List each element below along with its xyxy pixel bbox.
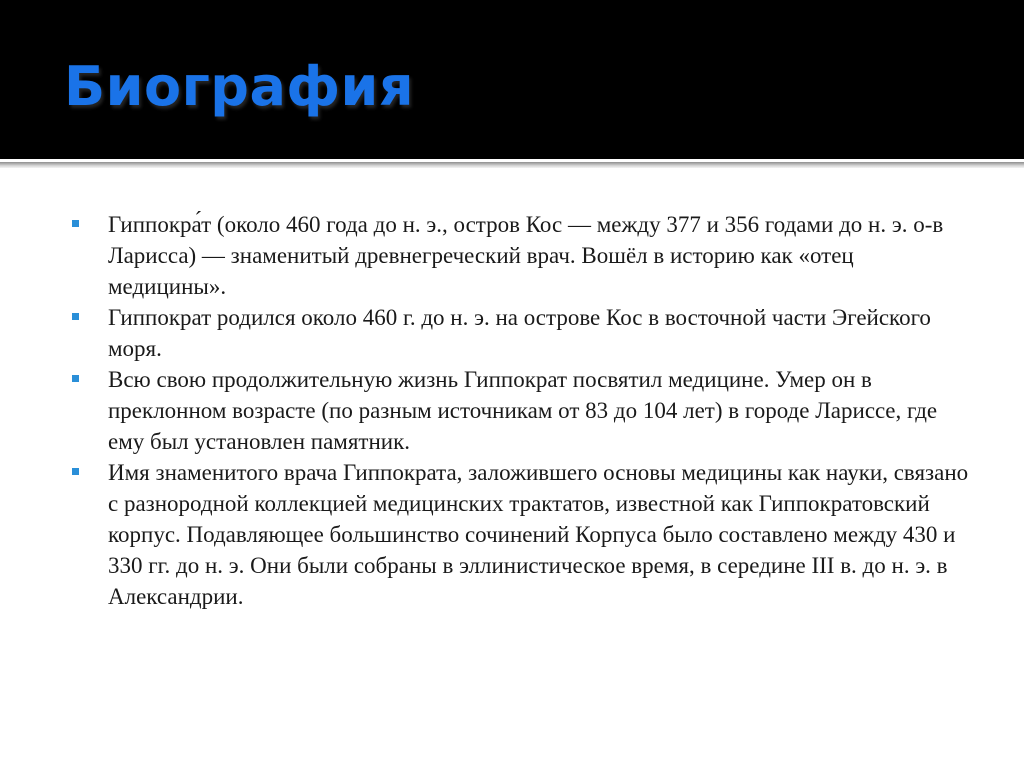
square-bullet-icon: [72, 468, 79, 475]
bullet-text: Гиппокра́т (около 460 года до н. э., остров Кос — между 377 и 356 годами до н. э. о-в Ларисса) — знаменитый древнегреческий врач. Вошёл в историю как «отец медицины».: [108, 212, 944, 299]
square-bullet-icon: [72, 220, 79, 227]
bullet-text: Всю свою продолжительную жизнь Гиппократ посвятил медицине. Умер он в преклонном возрасте (по разным источникам от 83 до 104 лет) в городе Ларисcе, где ему был установлен памятник.: [108, 367, 938, 454]
bullet-text: Гиппократ родился около 460 г. до н. э. на острове Кос в восточной части Эгейского моря.: [108, 305, 931, 361]
bullet-list: [72, 209, 972, 612]
square-bullet-icon: [72, 375, 79, 382]
bullet-item: [72, 209, 972, 302]
title-divider: [0, 162, 1024, 168]
bullet-text: Имя знаменитого врача Гиппократа, заложившего основы медицины как науки, связано с разнородной коллекцией медицинских трактатов, известной как Гиппократовский корпус. Подавляющее большинство сочинений Корпуса было составлено между 430 и 330 гг. до н. э. Они были собраны в эллинистическое время, в середине III в. до н. э. в Александрии.: [108, 460, 969, 609]
title-bar: [0, 0, 1024, 159]
slide-title: Биография: [64, 55, 414, 118]
square-bullet-icon: [72, 313, 79, 320]
bullet-item: [72, 364, 972, 457]
bullet-item: [72, 457, 972, 612]
bullet-item: [72, 302, 972, 364]
